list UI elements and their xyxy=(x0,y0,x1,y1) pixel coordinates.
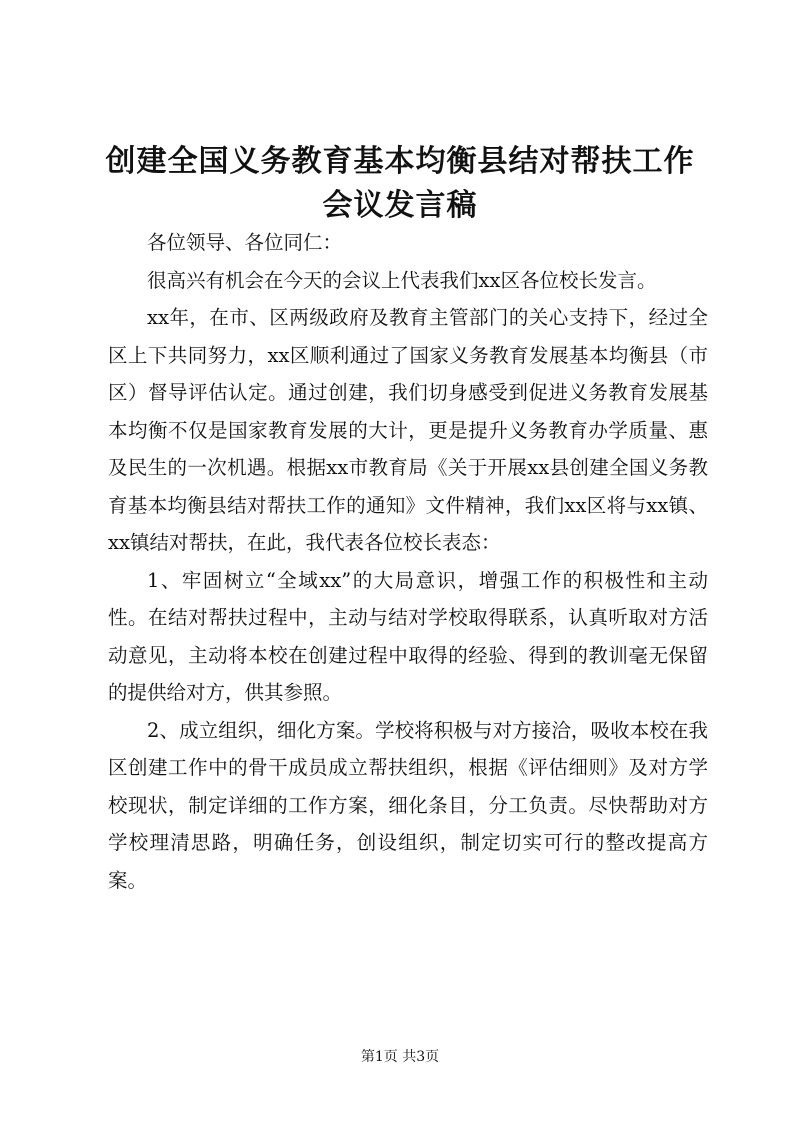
document-title: 创建全国义务教育基本均衡县结对帮扶工作会议发言稿 xyxy=(105,144,695,223)
page-footer: 第1页 共3页 xyxy=(360,1049,440,1065)
document-body xyxy=(108,224,708,899)
paragraph-point-2: 2、成立组织，细化方案。学校将积极与对方接洽，吸收本校在我区创建工作中的骨干成员成立帮扶组织，根据《评估细则》及对方学校现状，制定详细的工作方案，细化条目，分工负责。尽快帮助对方学校理清思路，明确任务，创设组织，制定切实可行的整改提高方案。 xyxy=(108,718,708,892)
salutation: 各位领导、各位同仁： xyxy=(147,231,343,254)
paragraph-intro: 很高兴有机会在今天的会议上代表我们xx区各位校长发言。 xyxy=(147,268,657,292)
paragraph-background: xx年，在市、区两级政府及教育主管部门的关心支持下，经过全区上下共同努力，xx区顺利通过了国家义务教育发展基本均衡县（市区）督导评估认定。通过创建，我们切身感受到促进义务教育发展基本均衡不仅是国家教育发展的大计，更是提升义务教育办学质量、惠及民生的一次机遇。根据xx市教育局《关于开展xx县创建全国义务教育基本均衡县结对帮扶工作的通知》文件精神，我们xx区将与xx镇、xx镇结对帮扶，在此，我代表各位校长表态： xyxy=(108,306,708,554)
paragraph-point-1: 1、牢固树立“全域xx”的大局意识，增强工作的积极性和主动性。在结对帮扶过程中，主动与结对学校取得联系，认真听取对方活动意见，主动将本校在创建过程中取得的经验、得到的教训毫无保留的提供给对方，供其参照。 xyxy=(108,568,708,704)
